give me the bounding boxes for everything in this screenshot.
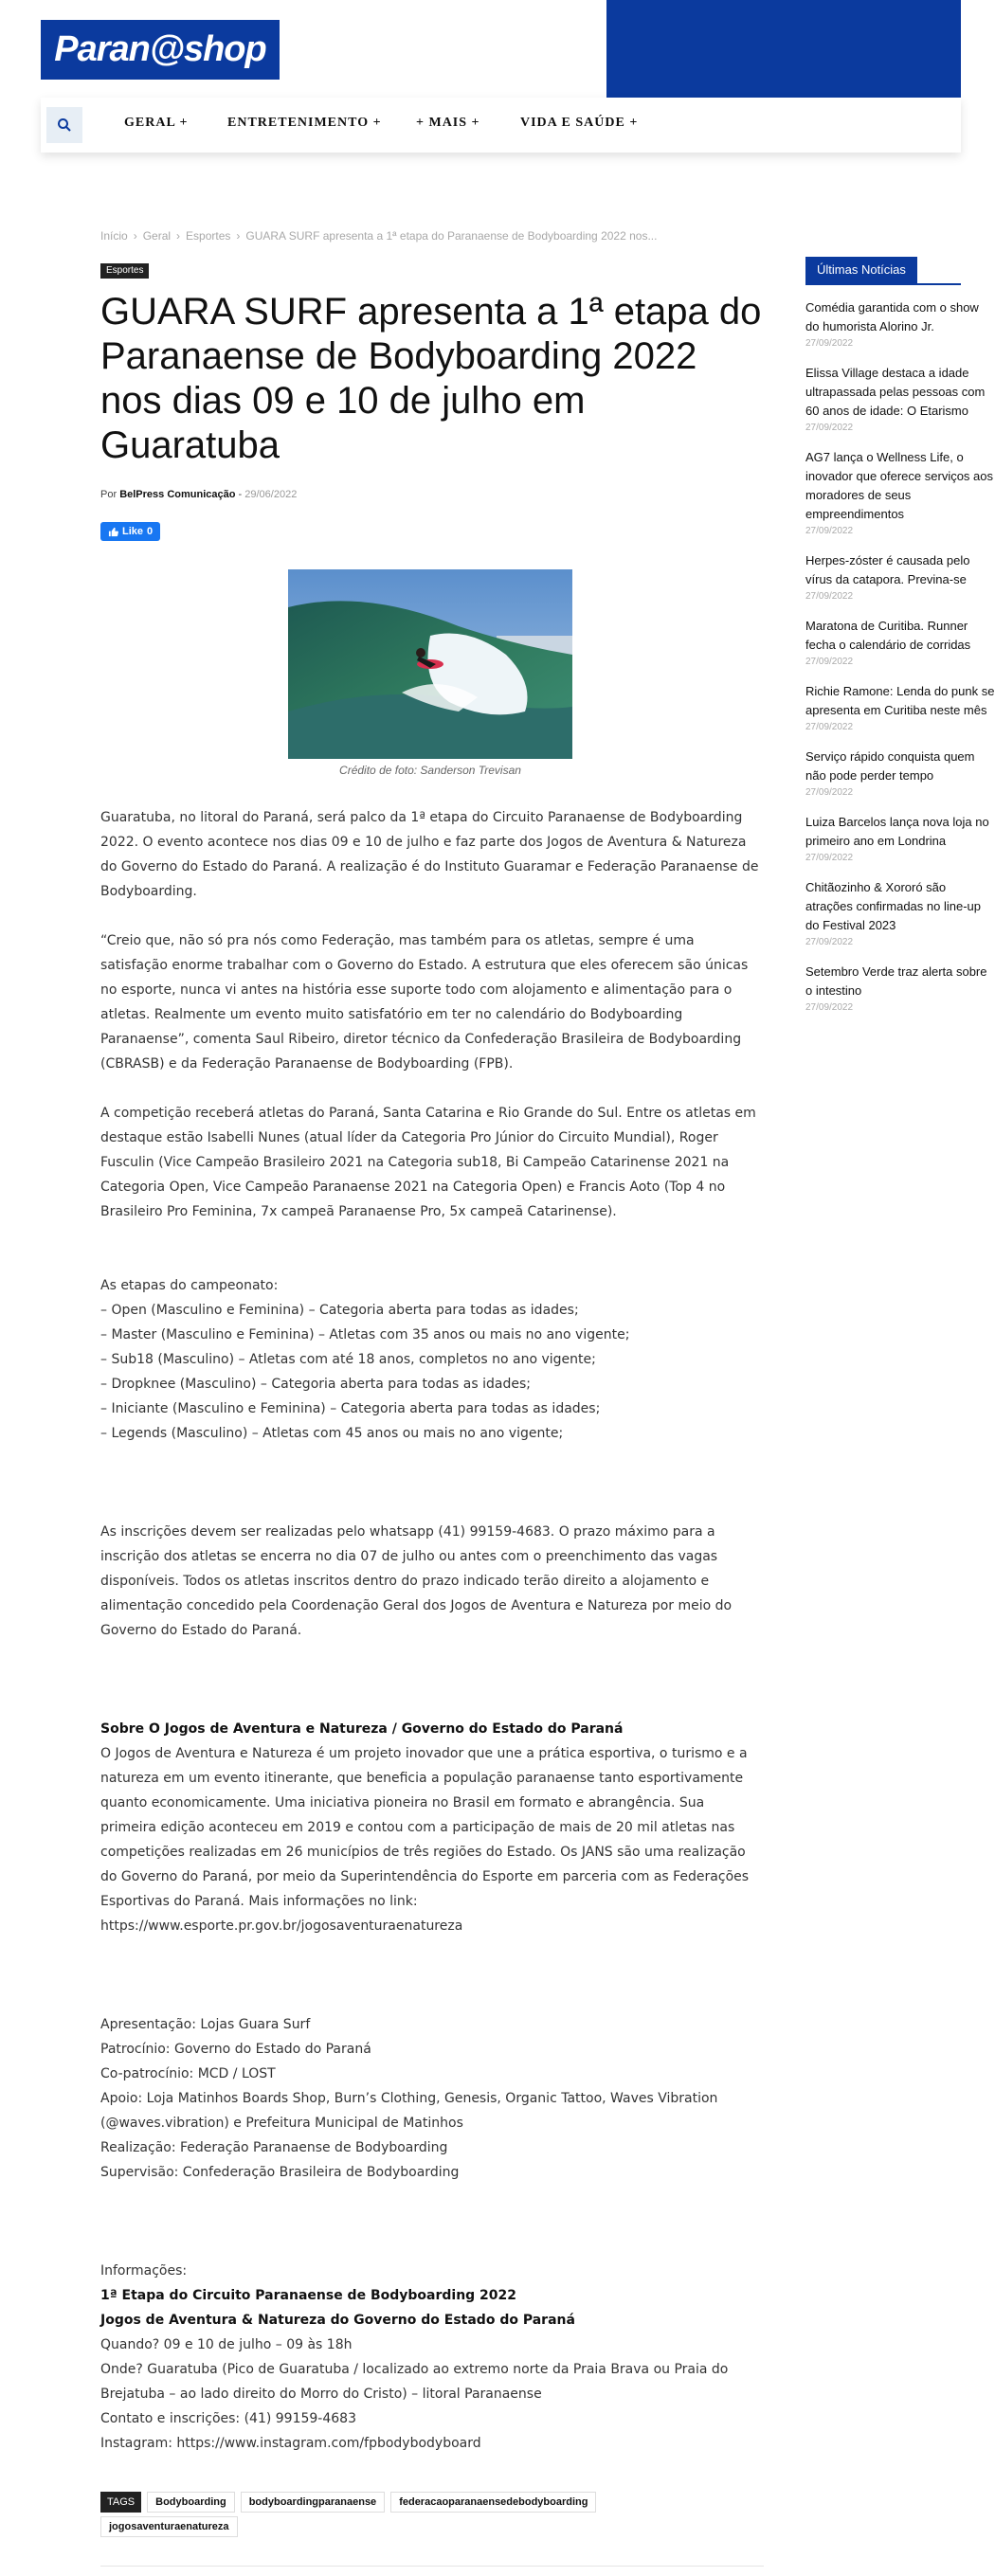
nav-entretenimento[interactable]: ENTRETENIMENTO + xyxy=(227,116,382,130)
tag-bodyboarding[interactable]: Bodyboarding xyxy=(147,2492,235,2513)
news-item[interactable]: Elissa Village destaca a idade ultrapassada pelas pessoas com 60 anos de idade: O Etarismo 27/09/2022 xyxy=(805,366,986,433)
divider xyxy=(100,2566,764,2567)
news-item[interactable]: AG7 lança o Wellness Life, o inovador que oferece serviços aos moradores de seus empreendimentos 27/09/2022 xyxy=(805,450,994,536)
nav-vida-saude[interactable]: VIDA E SAÚDE + xyxy=(520,116,639,130)
news-item[interactable]: Richie Ramone: Lenda do punk se apresenta em Curitiba neste mês 27/09/2022 xyxy=(805,684,995,732)
news-item[interactable]: Herpes-zóster é causada pelo vírus da catapora. Previna-se 27/09/2022 xyxy=(805,553,970,602)
plus-icon: + xyxy=(372,116,382,130)
paragraph-2: “Creio que, não só pra nós como Federação, mas também para os atletas, sempre é uma satisfação enorme trabalhar com o Governo do Estado. A estrutura que eles oferecem são únicas no esporte, nunca vi antes na história esse suporte todo com alojamento e alimentação para o atletas. Realmente um evento muito satisfatório em ter no calendário do Bodyboarding Paranaense”, comenta Saul Ribeiro, diretor técnico da Confederação Brasileira de Bodyboarding (CBRASB) e da Federação Paranaense de Bodyboarding (FPB). xyxy=(100,933,749,1072)
chevron-right-icon: › xyxy=(236,229,241,243)
surf-photo-image xyxy=(288,569,572,759)
paragraph-stages: As etapas do campeonato: – Open (Masculino e Feminina) – Categoria aberta para todas as idades; – Master (Masculino e Feminina) – Atletas com 35 anos ou mais no ano vigente; – Sub18 (Masculino) – Atletas com até 18 anos, completos no ano vigente; – Dropknee (Masculino) – Categoria aberta para todas as idades; – Iniciante (Masculino e Feminina) – Categoria aberta para todas as idades; – Legends (Masculino) – Atletas com 45 anos ou mais no ano vigente; xyxy=(100,1278,630,1441)
breadcrumb-esportes[interactable]: Esportes xyxy=(186,229,231,243)
main-nav xyxy=(41,98,961,153)
section-heading: Sobre O Jogos de Aventura e Natureza / Governo do Estado do Paraná xyxy=(100,1721,624,1737)
sidebar-heading: Últimas Notícias xyxy=(805,257,961,285)
chevron-right-icon: › xyxy=(133,229,137,243)
news-item[interactable]: Chitãozinho & Xororó são atrações confirmadas no line-up do Festival 2023 27/09/2022 xyxy=(805,880,981,947)
plus-icon: + xyxy=(179,116,189,130)
news-item[interactable]: Serviço rápido conquista quem não pode perder tempo 27/09/2022 xyxy=(805,749,975,798)
article-title: GUARA SURF apresenta a 1ª etapa do Paranaense de Bodyboarding 2022 nos dias 09 e 10 de julho em Guaratuba xyxy=(100,291,762,466)
breadcrumb xyxy=(100,229,657,243)
header-banner xyxy=(606,0,961,98)
site-logo[interactable] xyxy=(41,20,280,80)
breadcrumb-inicio[interactable]: Início xyxy=(100,229,128,243)
tag-bodyboardingparanaense[interactable]: bodyboardingparanaense xyxy=(241,2492,385,2513)
news-item[interactable]: Setembro Verde traz alerta sobre o intestino 27/09/2022 xyxy=(805,964,987,1013)
article-meta xyxy=(100,489,297,500)
nav-geral[interactable]: GERAL + xyxy=(124,116,189,130)
info-details: Quando? 09 e 10 de julho – 09 às 18h Onde? Guaratuba (Pico de Guaratuba / localizado ao extremo norte da Praia Brava ou Praia do Brejatuba – ao lado direito do Morro do Cristo) – litoral Paranaense Contato e inscrições: (41) 99159-4683 Instagram: https://www.instagram.com/fpbodybodyboard xyxy=(100,2337,729,2451)
breadcrumb-current: GUARA SURF apresenta a 1ª etapa do Paranaense de Bodyboarding 2022 nos... xyxy=(245,229,658,243)
nav-mais[interactable]: + MAIS + xyxy=(416,116,480,130)
info-bold-1: 1ª Etapa do Circuito Paranaense de Bodyboarding 2022 xyxy=(100,2288,517,2303)
article-photo xyxy=(288,569,572,759)
plus-icon: + xyxy=(471,116,480,130)
category-badge[interactable]: Esportes xyxy=(100,263,149,279)
publish-date: 29/06/2022 xyxy=(244,489,298,500)
news-item[interactable]: Comédia garantida com o show do humorista Alorino Jr. 27/09/2022 xyxy=(805,300,979,349)
logo-text: Paran@shop xyxy=(54,29,266,69)
paragraph-inscricoes: As inscrições devem ser realizadas pelo whatsapp (41) 99159-4683. O prazo máximo para a inscrição dos atletas se encerra no dia 07 de julho ou antes com o preenchimento das vagas disponíveis. Todos os atletas inscritos dentro do prazo indicado terão direito a alojamento e alimentação concedido pela Coordenação Geral dos Jogos de Aventura e Natureza por meio do Governo do Estado do Paraná. xyxy=(100,1524,733,1638)
plus-icon: + xyxy=(629,116,639,130)
thumbs-up-icon xyxy=(108,527,118,537)
like-label: Like xyxy=(122,526,144,537)
author-link[interactable]: BelPress Comunicação xyxy=(119,489,236,500)
photo-caption: Crédito de foto: Sanderson Trevisan xyxy=(339,764,521,777)
tags-row xyxy=(100,2492,602,2513)
paragraph-1: Guaratuba, no litoral do Paraná, será palco da 1ª etapa do Circuito Paranaense de Bodyboarding 2022. O evento acontece nos dias 09 e 10 de julho e faz parte dos Jogos de Aventura & Natureza do Governo do Estado do Paraná. A realização é do Instituto Guaramar e Federação Paranaense de Bodyboarding. xyxy=(100,810,759,899)
meta-separator: - xyxy=(238,489,243,500)
meta-by: Por xyxy=(100,489,118,500)
site-header xyxy=(0,0,961,98)
breadcrumb-geral[interactable]: Geral xyxy=(142,229,172,243)
paragraph-credits: Apresentação: Lojas Guara Surf Patrocínio: Governo do Estado do Paraná Co-patrocínio: MCD / LOST Apoio: Loja Matinhos Boards Shop, Burn’s Clothing, Genesis, Organic Tattoo, Waves Vibration (@waves.vibration) e Prefeitura Municipal de Matinhos Realização: Federação Paranaense de Bodyboarding Supervisão: Confederação Brasileira de Bodyboarding xyxy=(100,2017,718,2180)
paragraph-sobre: O Jogos de Aventura e Natureza é um projeto inovador que une a prática esportiva, o turismo e a natureza em um evento itinerante, que beneficia a população paranaense tanto esportivamente quanto economicamente. Uma iniciativa pioneira no Brasil em formato e abrangência. Sua primeira edição aconteceu em 2019 e contou com a participação de mais de 20 mil atletas nas competições realizadas em 26 municípios de três regiões do Estado. Os JANS são uma realização do Governo do Paraná, por meio da Superintendência do Esporte em parceria com as Federações Esportivas do Paraná. Mais informações no link: https://www.esporte.pr.gov.br/jogosaventuraenatureza xyxy=(100,1746,750,1934)
facebook-like-button[interactable] xyxy=(100,522,160,541)
paragraph-3: A competição receberá atletas do Paraná, Santa Catarina e Rio Grande do Sul. Entre os atletas em destaque estão Isabelli Nunes (atual líder da Categoria Pro Júnior do Circuito Mundial), Roger Fusculin (Vice Campeão Brasileiro 2021 na Categoria sub18, Bi Campeão Catarinense 2021 na Categoria Open, Vice Campeão Paranaense 2021 na Categoria Open) e Francis Aoto (Top 4 no Brasileiro Pro Feminina, 7x campeã Paranaense Pro, 5x campeã Catarinense). xyxy=(100,1106,756,1219)
news-item[interactable]: Luiza Barcelos lança nova loja no primeiro ano em Londrina 27/09/2022 xyxy=(805,815,989,863)
sidebar-latest-news xyxy=(805,257,995,1013)
chevron-right-icon: › xyxy=(176,229,181,243)
news-item[interactable]: Maratona de Curitiba. Runner fecha o calendário de corridas 27/09/2022 xyxy=(805,619,971,667)
like-count: 0 xyxy=(147,526,154,537)
tag-jogosaventura[interactable]: jogosaventuraenatureza xyxy=(100,2516,238,2537)
tag-federacao[interactable]: federacaoparanaensedebodyboarding xyxy=(390,2492,596,2513)
info-label: Informações: xyxy=(100,2263,188,2279)
search-button[interactable] xyxy=(46,107,82,143)
search-icon xyxy=(57,117,72,133)
tags-row-2 xyxy=(100,2516,244,2537)
tags-label: TAGS xyxy=(100,2492,141,2513)
info-bold-2: Jogos de Aventura & Natureza do Governo do Estado do Paraná xyxy=(100,2313,575,2328)
